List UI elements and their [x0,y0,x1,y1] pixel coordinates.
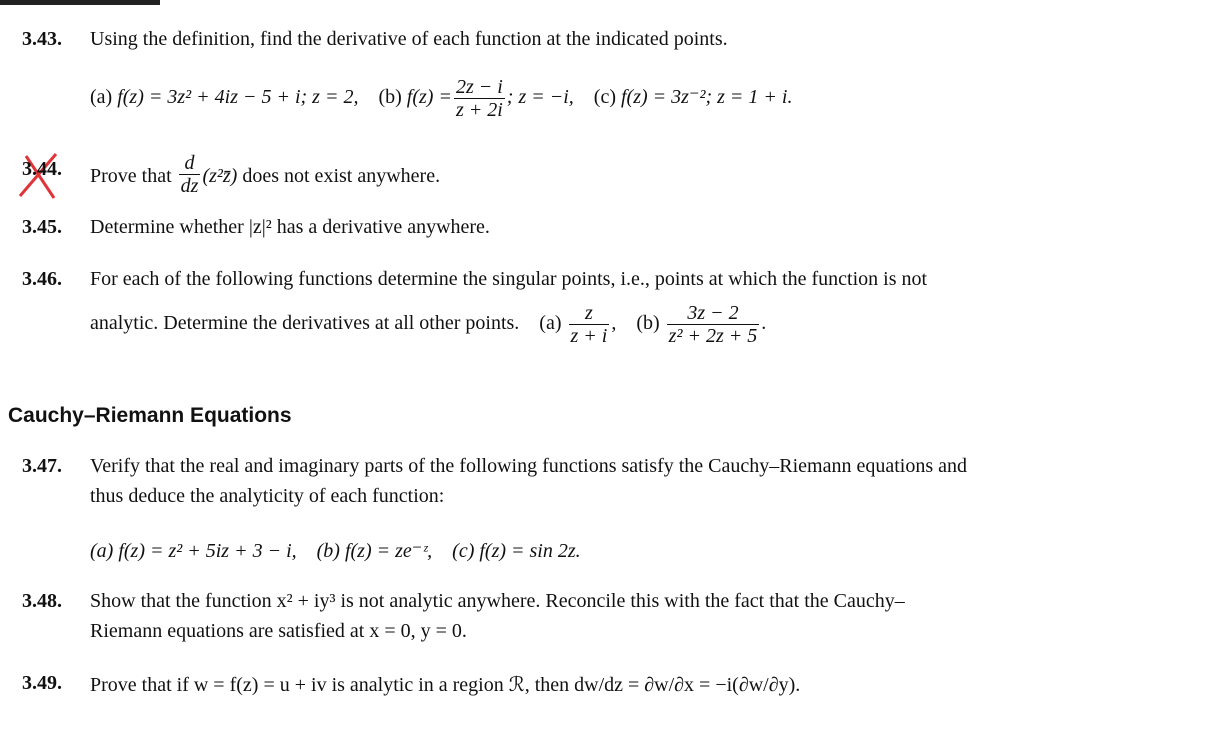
problem-line-1: Show that the function x² + iy³ is not analytic anywhere. Reconcile this with the fact that the Cauchy– [90,590,905,612]
problem-number: 3.43. [22,28,62,50]
problem-number: 3.48. [22,590,62,612]
problem-text: Determine whether |z|² has a derivative anywhere. [90,216,490,238]
problem-3-47-parts [90,538,581,563]
part-a-label: (a) [90,86,113,109]
problem-3-48-line-2 [90,620,467,643]
problem-3-47-line-2 [90,485,444,508]
problem-number: 3.49. [22,672,62,694]
problem-number: 3.44. [22,158,62,180]
part-a-math: f(z) = 3z² + 4iz − 5 + i; z = 2, [117,86,359,109]
problem-number: 3.47. [22,455,62,477]
problem-line-2: Riemann equations are satisfied at x = 0, y = 0. [90,620,467,642]
part-b-lhs: f(z) = [406,86,452,109]
part-b-fraction [454,76,505,121]
part-b-label: (b) [636,312,660,335]
part-a-fraction [569,302,610,347]
part-b-label: (b) [378,86,402,109]
page-top-rule [0,0,160,5]
problem-number: 3.46. [22,268,62,290]
section-heading: Cauchy–Riemann Equations [8,404,292,427]
part-c: (c) f(z) = sin 2z. [452,540,581,562]
fraction-denominator: z² + 2z + 5 [668,325,758,347]
text-before: Prove that [90,165,172,188]
problem-text: Using the definition, find the derivative of each function at the indicated points. [90,28,728,50]
derivative-fraction [179,152,201,197]
problem-number: 3.45. [22,216,62,238]
part-a-label: (a) [539,312,562,335]
problem-line-2: analytic. Determine the derivatives at all other points. [90,312,520,335]
problem-3-43-parts [90,76,792,121]
fraction-numerator: 3z − 2 [687,302,739,324]
part-b-fraction [667,302,760,347]
problem-line-2: thus deduce the analyticity of each function: [90,485,445,507]
fraction-numerator: d [184,152,195,174]
fraction-denominator: z + i [570,325,608,347]
part-b-rest: ; z = −i, [506,86,574,109]
problem-3-46-line-2: analytic. Determine the derivatives at all other points. (a) $\frac{z}{z + i}$ , (b) $\frac{3z - 2}{\text{z² + 2z + 5}}$ . [90,302,767,347]
problem-text: Prove that if w = f(z) = u + iv is analytic in a region ℛ, then dw/dz = ∂w/∂x = −i(∂w/∂y). [90,674,801,696]
part-a: (a) f(z) = z² + 5iz + 3 − i, [90,540,297,562]
problem-line-1: For each of the following functions determine the singular points, i.e., points at which the function is not [90,268,928,290]
expression: (z²z̄) [202,165,238,188]
fraction-denominator: dz [180,175,199,197]
fraction-denominator: z + 2i [455,99,503,121]
text-after: does not exist anywhere. [242,165,441,188]
part-b: (b) f(z) = ze⁻ᶻ, [316,540,433,562]
part-c-label: (c) [593,86,616,109]
problem-text [90,152,441,197]
fraction-numerator: z [585,302,593,324]
part-c-math: f(z) = 3z⁻²; z = 1 + i. [621,86,793,109]
fraction-numerator: 2z − i [455,76,503,98]
problem-line-1: Verify that the real and imaginary parts of the following functions satisfy the Cauchy–Riemann equations and [90,455,967,477]
